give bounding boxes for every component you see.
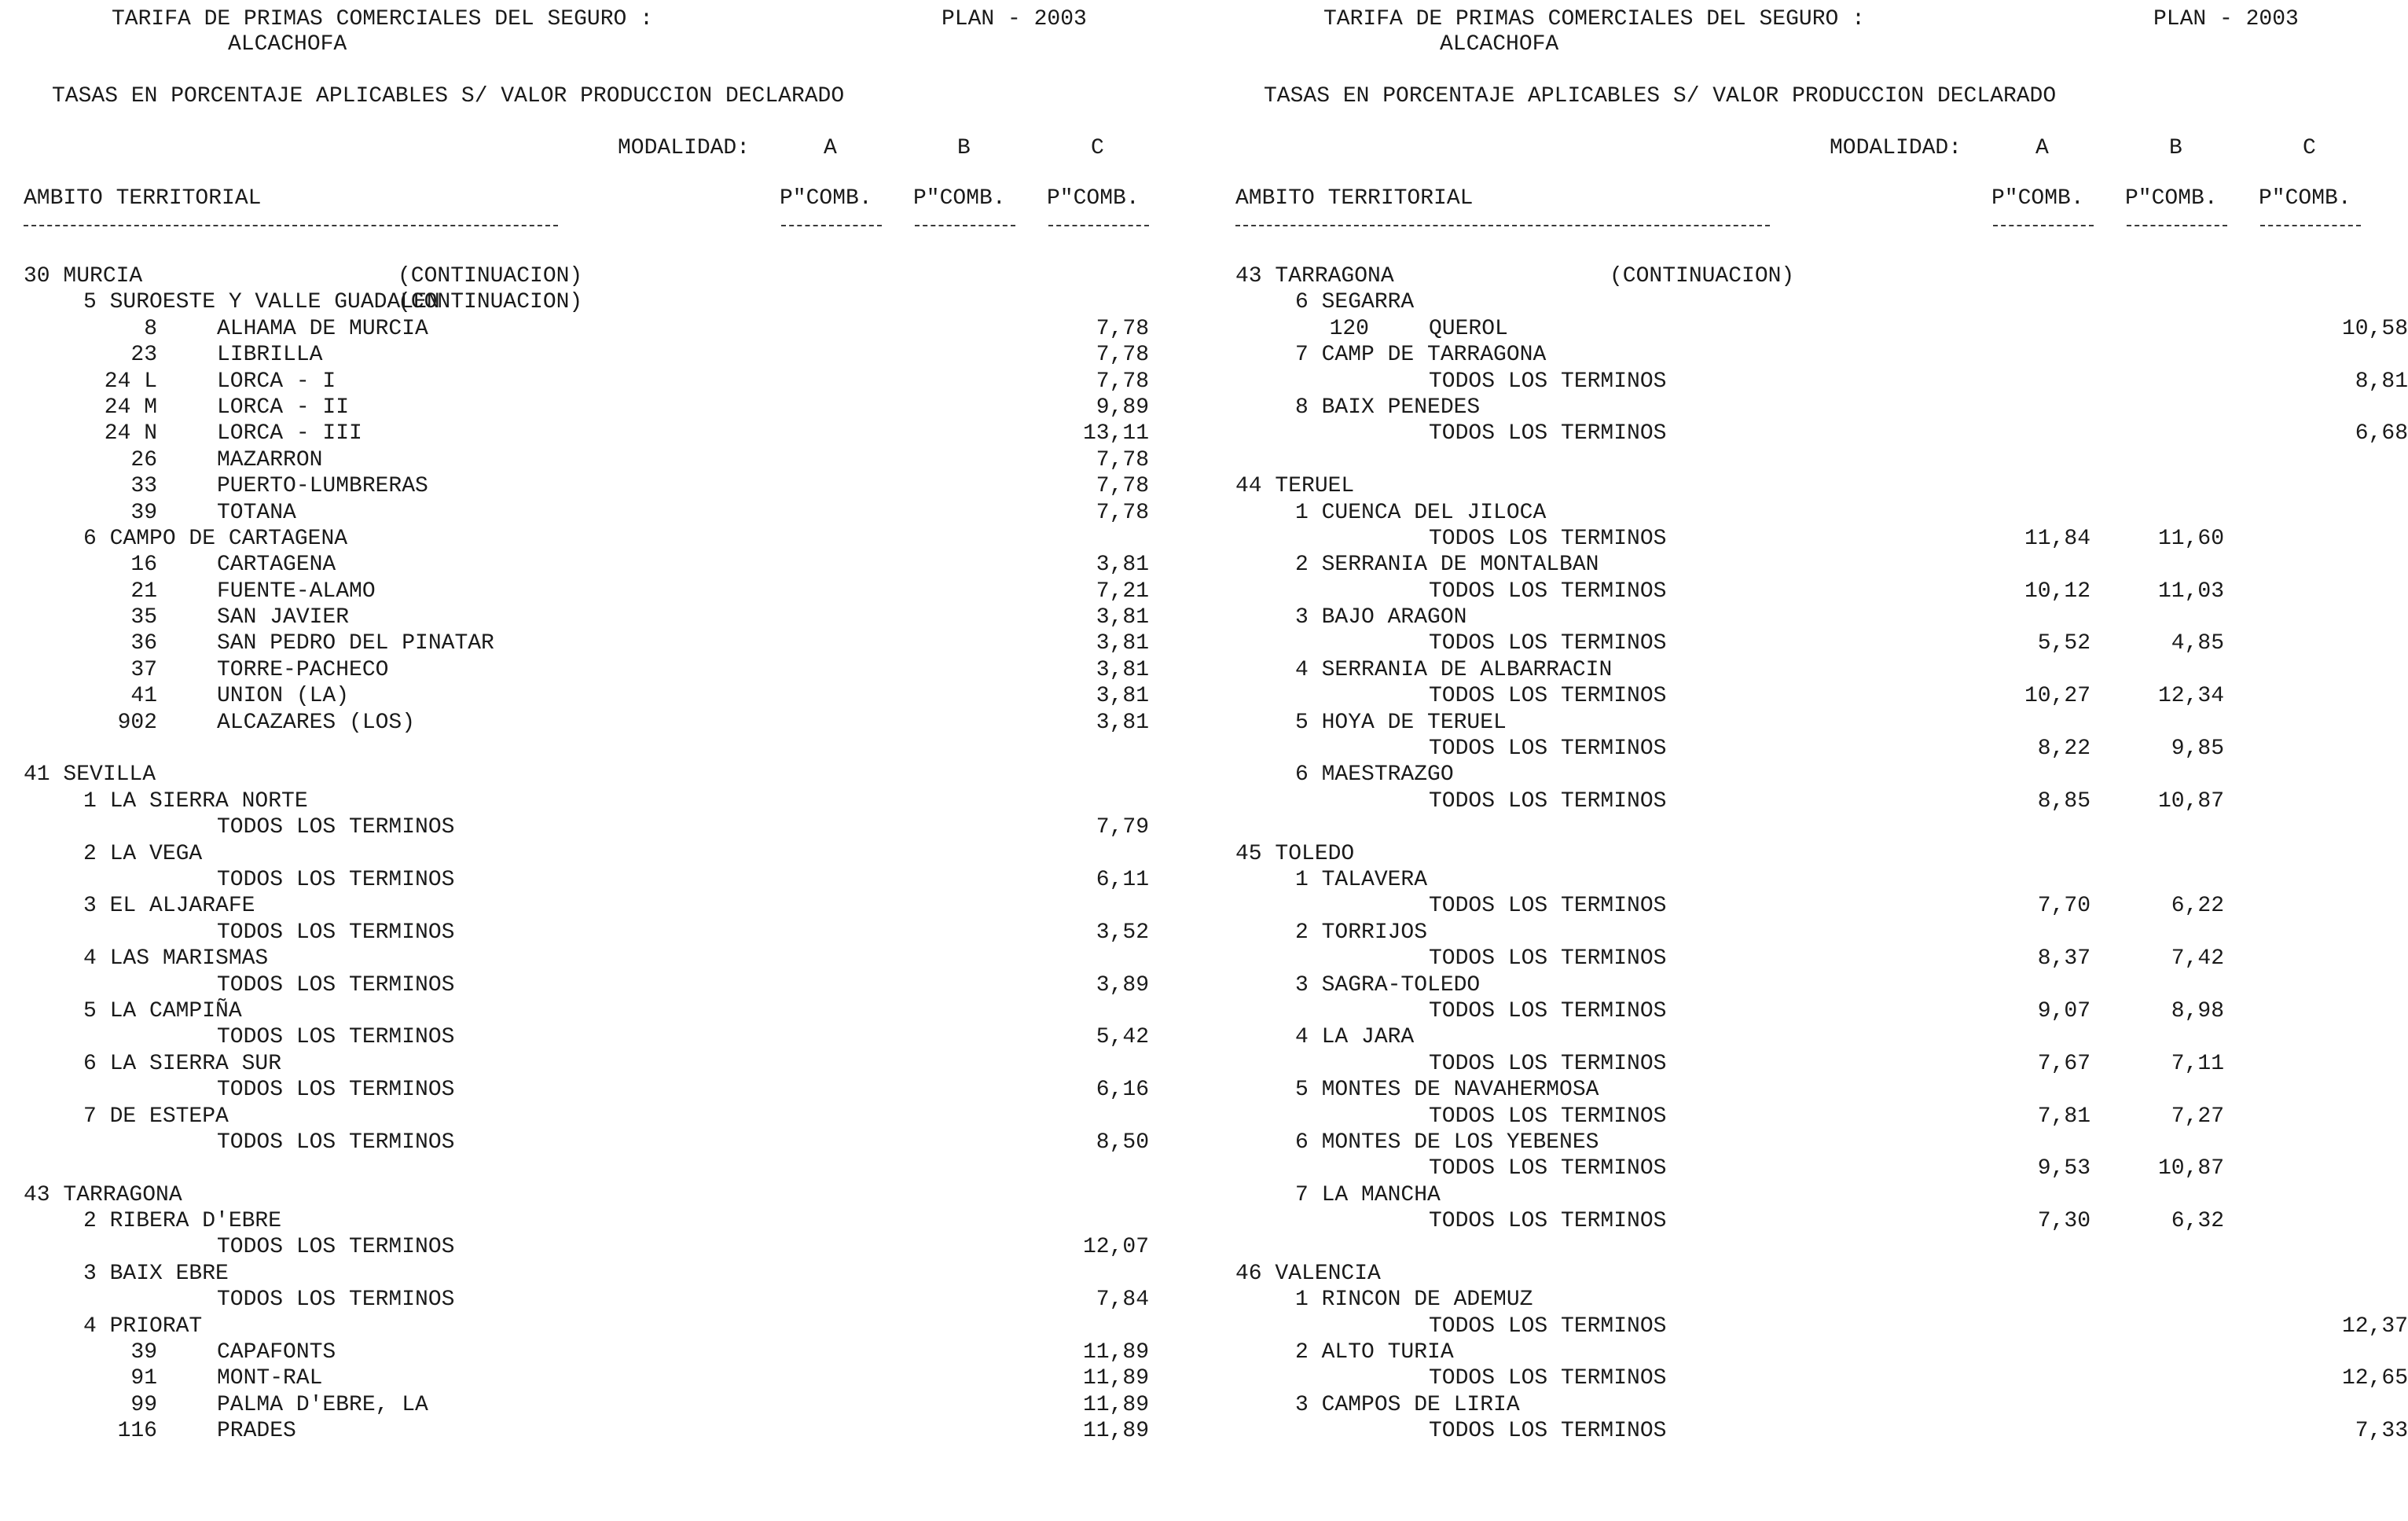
- rate-a: 10,12: [2024, 579, 2090, 604]
- all-terms-label: TODOS LOS TERMINOS: [217, 1078, 455, 1103]
- term-row: [0, 395, 1184, 421]
- rate-b: 6,32: [2171, 1209, 2224, 1234]
- comarca-name: 4 LA JARA: [1295, 1025, 1415, 1050]
- rate-b: 12,34: [2157, 684, 2224, 709]
- term-name: LORCA - I: [217, 369, 336, 394]
- rate-c: 8,50: [1096, 1130, 1149, 1155]
- term-name: MAZARRON: [217, 447, 323, 472]
- comarca-row: [0, 1313, 1184, 1339]
- all-terms-row: [1212, 1313, 2408, 1339]
- comarca-row: [1212, 289, 2395, 315]
- modalidad-c: C: [1091, 136, 1104, 160]
- comarca-name: 3 SAGRA-TOLEDO: [1295, 972, 1481, 997]
- province-row: [1212, 263, 2395, 289]
- all-terms-row: [1212, 579, 2395, 604]
- term-name: LORCA - II: [217, 395, 350, 420]
- all-terms-label: TODOS LOS TERMINOS: [1429, 1156, 1667, 1181]
- all-terms-row: [1212, 998, 2395, 1024]
- all-terms-row: [1212, 1208, 2395, 1234]
- comarca-name: 1 TALAVERA: [1295, 867, 1428, 892]
- header-rule: [781, 225, 882, 226]
- all-terms-row: [0, 1234, 1184, 1260]
- rate-c: 3,81: [1096, 710, 1149, 735]
- continuation-note: (CONTINUACION): [398, 290, 583, 315]
- comarca-name: 5 LA CAMPIÑA: [83, 998, 242, 1023]
- term-code: 23: [130, 343, 157, 368]
- comarca-name: 4 SERRANIA DE ALBARRACIN: [1295, 657, 1613, 682]
- rate-a: 8,85: [2037, 788, 2090, 814]
- province-name: 30 MURCIA: [24, 264, 143, 288]
- rate-c: 3,81: [1096, 631, 1149, 656]
- rate-c: 12,37: [2341, 1313, 2408, 1339]
- rate-c: 5,42: [1096, 1025, 1149, 1050]
- rate-c: 7,78: [1096, 474, 1149, 499]
- page-left: [0, 0, 1184, 1521]
- term-row: [0, 579, 1184, 604]
- comarca-name: 6 MONTES DE LOS YEBENES: [1295, 1130, 1599, 1155]
- all-terms-label: TODOS LOS TERMINOS: [1429, 737, 1667, 762]
- all-terms-row: [1212, 1365, 2408, 1391]
- header-rule: [1048, 225, 1149, 226]
- all-terms-row: [1212, 421, 2408, 446]
- comarca-name: 3 BAJO ARAGON: [1295, 605, 1467, 630]
- comarca-row: [0, 946, 1184, 972]
- subtitle: TASAS EN PORCENTAJE APLICABLES S/ VALOR PRODUCCION DECLARADO: [1264, 84, 2057, 108]
- comarca-row: [1212, 1287, 2395, 1313]
- rate-a: 8,22: [2037, 737, 2090, 762]
- all-terms-label: TODOS LOS TERMINOS: [217, 1130, 455, 1155]
- rate-c: 11,89: [1082, 1419, 1149, 1444]
- term-row: [0, 500, 1184, 526]
- all-terms-label: TODOS LOS TERMINOS: [1429, 631, 1667, 656]
- subtitle: TASAS EN PORCENTAJE APLICABLES S/ VALOR PRODUCCION DECLARADO: [52, 84, 845, 108]
- blank-row: [1212, 447, 2395, 473]
- comarca-name: 6 CAMPO DE CARTAGENA: [83, 526, 348, 551]
- all-terms-row: [0, 1130, 1184, 1155]
- all-terms-label: TODOS LOS TERMINOS: [1429, 946, 1667, 972]
- comarca-name: 1 CUENCA DEL JILOCA: [1295, 500, 1547, 525]
- comarca-name: 5 MONTES DE NAVAHERMOSA: [1295, 1078, 1599, 1103]
- all-terms-row: [1212, 683, 2395, 709]
- comarca-row: [1212, 500, 2395, 526]
- rate-c: 11,89: [1082, 1366, 1149, 1391]
- col-header-b: P"COMB.: [913, 186, 1006, 211]
- term-name: MONT-RAL: [217, 1366, 323, 1391]
- comarca-row: [0, 526, 1184, 552]
- header-rule: [24, 225, 558, 226]
- col-header-a: P"COMB.: [1991, 186, 2084, 211]
- all-terms-row: [1212, 630, 2395, 656]
- term-row: [0, 421, 1184, 446]
- rate-a: 5,52: [2037, 631, 2090, 656]
- plan-label: PLAN - 2003: [942, 7, 1087, 31]
- rate-c: 3,81: [1096, 657, 1149, 682]
- all-terms-row: [0, 1024, 1184, 1050]
- province-name: 43 TARRAGONA: [24, 1182, 182, 1207]
- comarca-name: 3 BAIX EBRE: [83, 1261, 229, 1286]
- rate-a: 10,27: [2024, 684, 2090, 709]
- province-name: 43 TARRAGONA: [1235, 264, 1394, 288]
- comarca-row: [1212, 552, 2395, 578]
- header-rule: [915, 225, 1015, 226]
- rate-a: 9,07: [2037, 998, 2090, 1023]
- province-row: [1212, 1261, 2395, 1287]
- all-terms-row: [0, 1077, 1184, 1103]
- term-code: 41: [130, 684, 157, 709]
- comarca-row: [0, 841, 1184, 867]
- comarca-row: [1212, 920, 2395, 946]
- term-row: [0, 473, 1184, 499]
- term-code: 39: [130, 500, 157, 525]
- header-rule: [1993, 225, 2094, 226]
- term-name: PUERTO-LUMBRERAS: [217, 474, 428, 499]
- term-code: 116: [117, 1419, 157, 1444]
- all-terms-row: [1212, 369, 2408, 395]
- comarca-name: 6 LA SIERRA SUR: [83, 1051, 282, 1076]
- term-row: [0, 1418, 1184, 1444]
- comarca-row: [1212, 1339, 2395, 1365]
- all-terms-row: [1212, 1051, 2395, 1077]
- header-rule: [1235, 225, 1770, 226]
- rate-c: 7,78: [1096, 343, 1149, 368]
- term-name: PALMA D'EBRE, LA: [217, 1392, 428, 1417]
- comarca-name: 1 RINCON DE ADEMUZ: [1295, 1288, 1533, 1313]
- modalidad-a: A: [824, 136, 837, 160]
- comarca-name: 7 DE ESTEPA: [83, 1104, 229, 1129]
- rate-b: 6,22: [2171, 894, 2224, 919]
- all-terms-row: [1212, 1104, 2395, 1130]
- rate-c: 3,81: [1096, 553, 1149, 578]
- term-row: [0, 447, 1184, 473]
- term-row: [0, 710, 1184, 736]
- comarca-row: [1212, 395, 2395, 421]
- comarca-row: [1212, 867, 2395, 893]
- all-terms-row: [0, 972, 1184, 998]
- comarca-row: [0, 289, 1184, 315]
- rate-c: 6,68: [2355, 421, 2408, 446]
- comarca-row: [1212, 657, 2395, 683]
- comarca-row: [0, 893, 1184, 919]
- modalidad-b: B: [957, 136, 971, 160]
- rate-c: 13,11: [1082, 421, 1149, 446]
- term-row: [0, 369, 1184, 395]
- col-header-c: P"COMB.: [2259, 186, 2351, 211]
- comarca-row: [0, 788, 1184, 814]
- term-name: UNION (LA): [217, 684, 350, 709]
- rate-c: 7,84: [1096, 1288, 1149, 1313]
- rate-table-left: [0, 263, 1184, 1445]
- all-terms-label: TODOS LOS TERMINOS: [1429, 1366, 1667, 1391]
- term-row: [0, 630, 1184, 656]
- rate-c: 11,89: [1082, 1392, 1149, 1417]
- rate-c: 7,21: [1096, 579, 1149, 604]
- document-title: TARIFA DE PRIMAS COMERCIALES DEL SEGURO :: [1323, 7, 1865, 31]
- all-terms-label: TODOS LOS TERMINOS: [217, 1288, 455, 1313]
- rate-c: 3,81: [1096, 605, 1149, 630]
- all-terms-label: TODOS LOS TERMINOS: [1429, 1209, 1667, 1234]
- province-row: [0, 263, 1184, 289]
- page-right: [1212, 0, 2408, 1521]
- comarca-row: [1212, 1024, 2395, 1050]
- rate-b: 8,98: [2171, 998, 2224, 1023]
- rate-b: 7,42: [2171, 946, 2224, 972]
- comarca-row: [1212, 1130, 2395, 1155]
- all-terms-label: TODOS LOS TERMINOS: [1429, 1051, 1667, 1076]
- rate-c: 8,81: [2355, 369, 2408, 394]
- term-row: [0, 1339, 1184, 1365]
- modalidad-b: B: [2169, 136, 2182, 160]
- term-row: [0, 657, 1184, 683]
- comarca-name: 7 LA MANCHA: [1295, 1182, 1441, 1207]
- all-terms-row: [0, 814, 1184, 840]
- comarca-row: [1212, 342, 2395, 368]
- rate-c: 10,58: [2341, 316, 2408, 341]
- comarca-name: 4 PRIORAT: [83, 1313, 203, 1339]
- term-code: 8: [144, 316, 157, 341]
- all-terms-label: TODOS LOS TERMINOS: [1429, 788, 1667, 814]
- modalidad-a: A: [2035, 136, 2049, 160]
- all-terms-label: TODOS LOS TERMINOS: [1429, 998, 1667, 1023]
- term-name: LIBRILLA: [217, 343, 323, 368]
- term-code: 24 M: [104, 395, 157, 420]
- term-name: ALCAZARES (LOS): [217, 710, 416, 735]
- province-name: 45 TOLEDO: [1235, 841, 1355, 866]
- comarca-row: [0, 1051, 1184, 1077]
- term-name: TOTANA: [217, 500, 296, 525]
- header-rule: [2127, 225, 2227, 226]
- all-terms-label: TODOS LOS TERMINOS: [1429, 579, 1667, 604]
- all-terms-label: TODOS LOS TERMINOS: [217, 1235, 455, 1260]
- all-terms-label: TODOS LOS TERMINOS: [1429, 1419, 1667, 1444]
- modalidad-label: MODALIDAD:: [1830, 136, 1962, 160]
- term-name: LORCA - III: [217, 421, 362, 446]
- all-terms-row: [1212, 526, 2395, 552]
- all-terms-row: [1212, 1155, 2395, 1181]
- comarca-name: 6 MAESTRAZGO: [1295, 762, 1454, 788]
- province-row: [0, 762, 1184, 788]
- province-name: 46 VALENCIA: [1235, 1261, 1381, 1286]
- rate-b: 11,03: [2157, 579, 2224, 604]
- rate-c: 3,89: [1096, 972, 1149, 997]
- rate-a: 7,30: [2037, 1209, 2090, 1234]
- comarca-name: 4 LAS MARISMAS: [83, 946, 269, 972]
- header-rule: [2260, 225, 2361, 226]
- term-name: CARTAGENA: [217, 553, 336, 578]
- all-terms-label: TODOS LOS TERMINOS: [217, 972, 455, 997]
- comarca-row: [0, 1104, 1184, 1130]
- term-code: 33: [130, 474, 157, 499]
- term-code: 21: [130, 579, 157, 604]
- term-row: [0, 342, 1184, 368]
- term-code: 24 L: [104, 369, 157, 394]
- all-terms-row: [0, 920, 1184, 946]
- term-name: FUENTE-ALAMO: [217, 579, 376, 604]
- all-terms-row: [0, 867, 1184, 893]
- rate-table-right: [1212, 263, 2408, 1445]
- document-title: TARIFA DE PRIMAS COMERCIALES DEL SEGURO :: [112, 7, 653, 31]
- ambito-header: AMBITO TERRITORIAL: [1235, 186, 1474, 211]
- term-code: 16: [130, 553, 157, 578]
- comarca-row: [1212, 972, 2395, 998]
- term-code: 37: [130, 657, 157, 682]
- term-name: ALHAMA DE MURCIA: [217, 316, 428, 341]
- term-code: 99: [130, 1392, 157, 1417]
- term-name: PRADES: [217, 1419, 296, 1444]
- term-code: 26: [130, 447, 157, 472]
- all-terms-row: [0, 1287, 1184, 1313]
- all-terms-label: TODOS LOS TERMINOS: [1429, 421, 1667, 446]
- rate-b: 10,87: [2157, 1156, 2224, 1181]
- term-row: [0, 683, 1184, 709]
- term-row: [0, 552, 1184, 578]
- comarca-row: [1212, 1392, 2395, 1418]
- comarca-name: 1 LA SIERRA NORTE: [83, 788, 308, 814]
- blank-row: [1212, 814, 2395, 840]
- comarca-row: [1212, 1182, 2395, 1208]
- rate-c: 7,78: [1096, 369, 1149, 394]
- rate-b: 10,87: [2157, 788, 2224, 814]
- rate-b: 4,85: [2171, 631, 2224, 656]
- term-code: 902: [117, 710, 157, 735]
- rate-c: 7,78: [1096, 500, 1149, 525]
- term-row: [0, 1392, 1184, 1418]
- comarca-row: [0, 998, 1184, 1024]
- rate-a: 7,67: [2037, 1051, 2090, 1076]
- comarca-row: [0, 1208, 1184, 1234]
- all-terms-row: [1212, 788, 2395, 814]
- all-terms-label: TODOS LOS TERMINOS: [217, 920, 455, 945]
- rate-b: 9,85: [2171, 737, 2224, 762]
- term-name: TORRE-PACHECO: [217, 657, 389, 682]
- term-row: [1212, 316, 2408, 342]
- all-terms-label: TODOS LOS TERMINOS: [217, 867, 455, 892]
- term-code: 120: [1329, 316, 1369, 341]
- rate-c: 7,33: [2355, 1419, 2408, 1444]
- term-code: 35: [130, 605, 157, 630]
- modalidad-c: C: [2303, 136, 2316, 160]
- blank-row: [0, 1155, 1184, 1181]
- term-code: 39: [130, 1340, 157, 1365]
- comarca-name: 3 CAMPOS DE LIRIA: [1295, 1392, 1520, 1417]
- rate-c: 9,89: [1096, 395, 1149, 420]
- rate-a: 7,81: [2037, 1104, 2090, 1129]
- term-code: 36: [130, 631, 157, 656]
- all-terms-label: TODOS LOS TERMINOS: [217, 815, 455, 840]
- rate-c: 3,52: [1096, 920, 1149, 945]
- crop-name: ALCACHOFA: [1440, 32, 1559, 57]
- continuation-note: (CONTINUACION): [398, 264, 583, 288]
- term-name: CAPAFONTS: [217, 1340, 336, 1365]
- all-terms-row: [1212, 1418, 2408, 1444]
- all-terms-label: TODOS LOS TERMINOS: [1429, 684, 1667, 709]
- comarca-name: 2 SERRANIA DE MONTALBAN: [1295, 553, 1599, 578]
- all-terms-label: TODOS LOS TERMINOS: [217, 1025, 455, 1050]
- comarca-name: 5 SUROESTE Y VALLE GUADALEN: [83, 290, 440, 315]
- comarca-row: [1212, 1077, 2395, 1103]
- col-header-a: P"COMB.: [780, 186, 872, 211]
- comarca-name: 2 ALTO TURIA: [1295, 1340, 1454, 1365]
- comarca-name: 3 EL ALJARAFE: [83, 894, 255, 919]
- rate-c: 7,78: [1096, 447, 1149, 472]
- comarca-name: 2 RIBERA D'EBRE: [83, 1209, 282, 1234]
- comarca-name: 8 BAIX PENEDES: [1295, 395, 1481, 420]
- term-name: SAN PEDRO DEL PINATAR: [217, 631, 494, 656]
- all-terms-label: TODOS LOS TERMINOS: [1429, 1104, 1667, 1129]
- province-name: 41 SEVILLA: [24, 762, 156, 788]
- comarca-row: [0, 1261, 1184, 1287]
- comarca-row: [1212, 762, 2395, 788]
- term-row: [0, 316, 1184, 342]
- all-terms-label: TODOS LOS TERMINOS: [1429, 1313, 1667, 1339]
- comarca-name: 2 TORRIJOS: [1295, 920, 1428, 945]
- all-terms-label: TODOS LOS TERMINOS: [1429, 369, 1667, 394]
- rate-a: 8,37: [2037, 946, 2090, 972]
- blank-row: [1212, 1234, 2395, 1260]
- term-row: [0, 604, 1184, 630]
- continuation-note: (CONTINUACION): [1610, 264, 1795, 288]
- rate-c: 12,65: [2341, 1366, 2408, 1391]
- comarca-row: [1212, 710, 2395, 736]
- col-header-c: P"COMB.: [1047, 186, 1140, 211]
- comarca-name: 5 HOYA DE TERUEL: [1295, 710, 1507, 735]
- all-terms-label: TODOS LOS TERMINOS: [1429, 894, 1667, 919]
- all-terms-row: [1212, 946, 2395, 972]
- comarca-row: [1212, 604, 2395, 630]
- blank-row: [0, 736, 1184, 762]
- rate-a: 9,53: [2037, 1156, 2090, 1181]
- rate-b: 7,27: [2171, 1104, 2224, 1129]
- col-header-b: P"COMB.: [2125, 186, 2218, 211]
- crop-name: ALCACHOFA: [228, 32, 347, 57]
- rate-c: 6,16: [1096, 1078, 1149, 1103]
- rate-c: 3,81: [1096, 684, 1149, 709]
- term-code: 24 N: [104, 421, 157, 446]
- all-terms-row: [1212, 736, 2395, 762]
- rate-c: 12,07: [1082, 1235, 1149, 1260]
- modalidad-label: MODALIDAD:: [618, 136, 751, 160]
- rate-b: 11,60: [2157, 526, 2224, 551]
- rate-b: 7,11: [2171, 1051, 2224, 1076]
- term-name: SAN JAVIER: [217, 605, 350, 630]
- rate-c: 7,79: [1096, 815, 1149, 840]
- all-terms-label: TODOS LOS TERMINOS: [1429, 526, 1667, 551]
- province-row: [1212, 473, 2395, 499]
- province-name: 44 TERUEL: [1235, 474, 1355, 499]
- comarca-name: 2 LA VEGA: [83, 841, 203, 866]
- plan-label: PLAN - 2003: [2153, 7, 2299, 31]
- province-row: [0, 1182, 1184, 1208]
- term-row: [0, 1365, 1184, 1391]
- rate-c: 7,78: [1096, 316, 1149, 341]
- term-name: QUEROL: [1429, 316, 1508, 341]
- rate-c: 11,89: [1082, 1340, 1149, 1365]
- rate-c: 6,11: [1096, 867, 1149, 892]
- rate-a: 7,70: [2037, 894, 2090, 919]
- all-terms-row: [1212, 893, 2395, 919]
- province-row: [1212, 841, 2395, 867]
- comarca-name: 7 CAMP DE TARRAGONA: [1295, 343, 1547, 368]
- ambito-header: AMBITO TERRITORIAL: [24, 186, 262, 211]
- term-code: 91: [130, 1366, 157, 1391]
- rate-a: 11,84: [2024, 526, 2090, 551]
- comarca-name: 6 SEGARRA: [1295, 290, 1415, 315]
